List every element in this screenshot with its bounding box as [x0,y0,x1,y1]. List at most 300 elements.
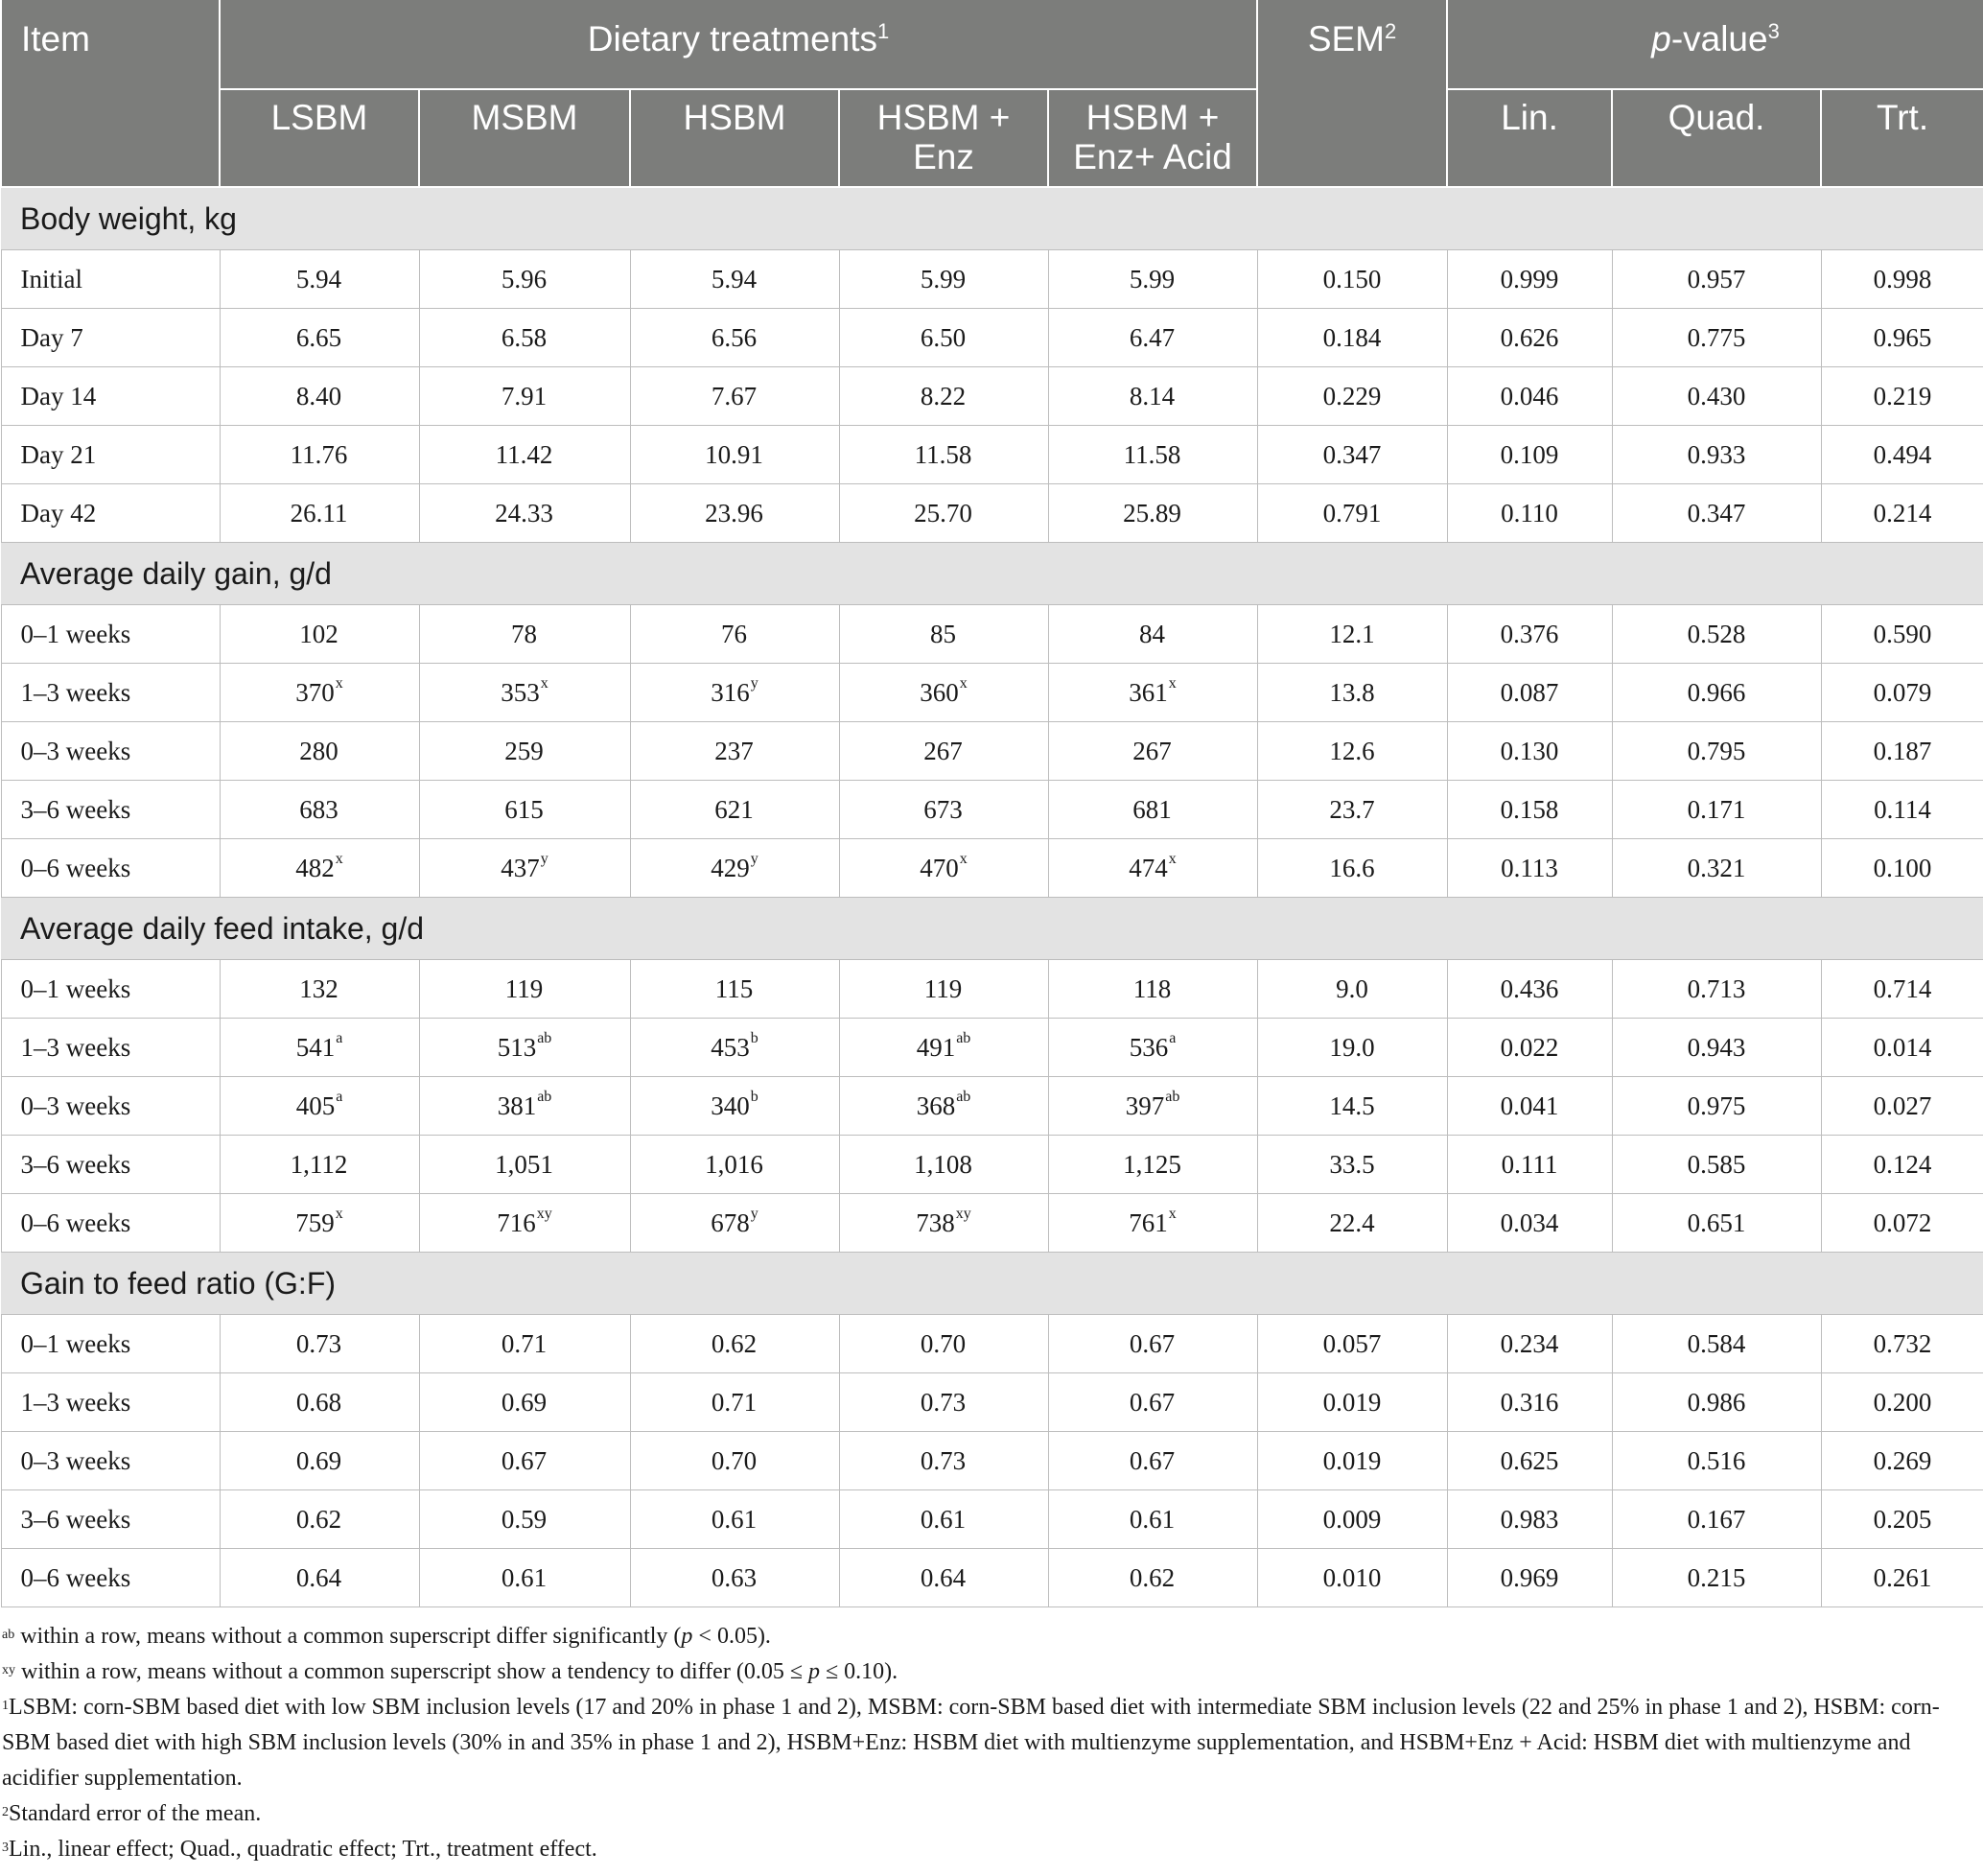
treatment-cell-value: 25.89 [1123,498,1181,528]
footnote-ab [2,1619,1966,1654]
row-label-value: 3–6 weeks [20,1149,131,1179]
trt-cell [1821,664,1983,722]
sem-cell [1257,1432,1447,1490]
treatment-cell [839,839,1048,898]
treatment-cell [1048,1549,1257,1607]
lin-cell-value: 0.034 [1500,1208,1559,1237]
quad-cell-value: 0.167 [1687,1504,1746,1534]
trt-cell [1821,1432,1983,1490]
table-row [1,1432,1983,1490]
sem-cell [1257,484,1447,543]
treatment-cell [419,309,630,367]
treatment-cell-value: 513 [497,1032,537,1062]
col-msbm: MSBM [419,89,630,187]
treatment-cell [1048,1373,1257,1432]
trt-cell [1821,1194,1983,1253]
lin-cell-value: 0.113 [1501,853,1558,882]
sem-cell [1257,960,1447,1019]
treatment-cell [220,1077,419,1136]
row-label [1,839,220,898]
footnote-2-text: Standard error of the mean. [9,1801,262,1826]
header-dietary-treatments [220,0,1257,89]
col-hsbm: HSBM [630,89,839,187]
treatment-cell-value: 11.58 [914,439,972,469]
quad-cell-value: 0.584 [1687,1328,1746,1358]
trt-cell-value: 0.100 [1873,853,1932,882]
trt-cell-value: 0.965 [1873,322,1932,352]
treatment-cell [839,1490,1048,1549]
lin-cell [1447,1019,1612,1077]
sem-cell-value: 19.0 [1329,1032,1375,1062]
table-row [1,605,1983,664]
treatment-cell [220,309,419,367]
quad-cell-value: 0.957 [1687,264,1746,293]
treatment-cell-value: 119 [504,973,544,1003]
col-lsbm: LSBM [220,89,419,187]
trt-cell [1821,250,1983,309]
trt-cell-value: 0.124 [1873,1149,1932,1179]
sem-cell-value: 22.4 [1329,1208,1375,1237]
treatment-cell-value: 0.70 [711,1445,758,1475]
table-row [1,484,1983,543]
footnotes [0,1619,1966,1867]
treatment-cell [630,1136,839,1194]
treatment-cell [419,484,630,543]
lin-cell-value: 0.436 [1500,973,1559,1003]
footnote-xy-sup: xy [2,1663,15,1677]
lin-cell-value: 0.969 [1500,1562,1559,1592]
lin-cell [1447,1549,1612,1607]
quad-cell-value: 0.713 [1687,973,1746,1003]
trt-cell-value: 0.494 [1873,439,1932,469]
footnote-2-sup: 2 [2,1805,9,1819]
treatment-cell [1048,1315,1257,1373]
treatment-cell-value: 0.61 [711,1504,758,1534]
row-label [1,309,220,367]
table-row [1,1549,1983,1607]
col-hsbm-enz-line2: Enz [913,137,974,176]
lin-cell-value: 0.111 [1501,1149,1558,1179]
lin-cell [1447,1194,1612,1253]
trt-cell-value: 0.187 [1873,736,1932,765]
treatment-cell-superscript: xy [536,1205,552,1222]
table-row [1,1077,1983,1136]
treatment-cell-value: 361 [1129,677,1168,707]
quad-cell [1612,1432,1821,1490]
treatment-cell-superscript: y [750,1205,758,1222]
row-label-value: 0–3 weeks [20,1445,131,1475]
treatment-cell-value: 0.73 [295,1328,342,1358]
treatment-cell-value: 761 [1129,1208,1168,1237]
sem-cell-value: 33.5 [1329,1149,1375,1179]
lin-cell [1447,1432,1612,1490]
sem-cell [1257,1373,1447,1432]
quad-cell-value: 0.986 [1687,1387,1746,1417]
treatment-cell-value: 11.76 [290,439,348,469]
trt-cell-value: 0.269 [1873,1445,1932,1475]
treatment-cell-value: 0.67 [1129,1387,1176,1417]
quad-cell [1612,960,1821,1019]
sem-cell-value: 13.8 [1329,677,1375,707]
treatment-cell [839,426,1048,484]
footnote-2 [2,1796,1966,1832]
row-label [1,664,220,722]
table-row [1,1315,1983,1373]
treatment-cell-value: 115 [714,973,754,1003]
trt-cell [1821,722,1983,781]
quad-cell [1612,1490,1821,1549]
trt-cell-value: 0.205 [1873,1504,1932,1534]
quad-cell [1612,1019,1821,1077]
treatment-cell-superscript: y [540,850,548,867]
treatment-cell-value: 85 [930,619,956,648]
header-p-italic: p [1651,19,1671,59]
treatment-cell-superscript: x [335,1205,343,1222]
treatment-cell-value: 0.61 [920,1504,967,1534]
treatment-cell [1048,1490,1257,1549]
footnote-3 [2,1832,1966,1867]
sem-cell-value: 0.010 [1322,1562,1382,1592]
lin-cell [1447,1315,1612,1373]
sem-cell-value: 12.1 [1329,619,1375,648]
treatment-cell-value: 237 [714,736,754,765]
treatment-cell-value: 1,125 [1123,1149,1181,1179]
treatment-cell-value: 24.33 [495,498,553,528]
treatment-cell-value: 0.67 [1129,1445,1176,1475]
row-label [1,722,220,781]
treatment-cell-value: 8.22 [920,381,967,410]
footnote-ab-sup: ab [2,1628,15,1642]
treatment-cell-value: 482 [295,853,335,882]
quad-cell [1612,1549,1821,1607]
sem-cell-value: 16.6 [1329,853,1375,882]
treatment-cell-value: 7.91 [501,381,548,410]
treatment-cell [839,664,1048,722]
sem-cell [1257,839,1447,898]
treatment-cell-value: 25.70 [914,498,972,528]
footnote-xy-text-after: ≤ 0.10). [820,1659,898,1684]
trt-cell-value: 0.027 [1873,1090,1932,1120]
treatment-cell [1048,1019,1257,1077]
treatment-cell [220,605,419,664]
sem-cell-value: 0.057 [1322,1328,1382,1358]
treatment-cell [220,960,419,1019]
treatment-cell-value: 0.67 [501,1445,548,1475]
treatment-cell [630,839,839,898]
lin-cell [1447,839,1612,898]
sem-cell [1257,722,1447,781]
trt-cell [1821,605,1983,664]
treatment-cell [630,1432,839,1490]
lin-cell [1447,250,1612,309]
treatment-cell [1048,839,1257,898]
lin-cell [1447,1077,1612,1136]
treatment-cell [630,426,839,484]
treatment-cell-superscript: b [750,1029,758,1046]
trt-cell [1821,839,1983,898]
section-title: Gain to feed ratio (G:F) [1,1253,1983,1315]
row-label [1,1490,220,1549]
treatment-cell [839,1019,1048,1077]
sem-cell-value: 12.6 [1329,736,1375,765]
treatment-cell [220,1490,419,1549]
quad-cell [1612,722,1821,781]
treatment-cell [630,309,839,367]
col-quad: Quad. [1612,89,1821,187]
lin-cell-value: 0.087 [1500,677,1559,707]
treatment-cell [630,781,839,839]
row-label-value: 1–3 weeks [20,1387,131,1417]
lin-cell-value: 0.316 [1500,1387,1559,1417]
section-header-row [1,187,1983,250]
lin-cell [1447,484,1612,543]
treatment-cell-value: 0.61 [501,1562,548,1592]
treatment-cell [419,1136,630,1194]
trt-cell [1821,426,1983,484]
treatment-cell [419,1549,630,1607]
row-label-value: Initial [20,264,82,293]
lin-cell [1447,426,1612,484]
treatment-cell-value: 678 [711,1208,750,1237]
treatment-cell [419,781,630,839]
treatment-cell-value: 0.67 [1129,1328,1176,1358]
row-label-value: 0–6 weeks [20,1562,131,1592]
section-title: Body weight, kg [1,187,1983,250]
treatment-cell [1048,960,1257,1019]
trt-cell [1821,1136,1983,1194]
treatment-cell-value: 0.61 [1129,1504,1176,1534]
lin-cell [1447,1136,1612,1194]
treatment-cell-value: 78 [511,619,537,648]
treatment-cell-superscript: x [1168,1205,1177,1222]
table-row [1,722,1983,781]
row-label [1,960,220,1019]
treatment-cell-value: 1,016 [705,1149,763,1179]
treatment-cell [839,1549,1048,1607]
sem-cell-value: 23.7 [1329,794,1375,824]
treatment-cell [1048,781,1257,839]
row-label [1,781,220,839]
row-label [1,1549,220,1607]
trt-cell [1821,781,1983,839]
table-row [1,664,1983,722]
treatment-cell [220,250,419,309]
treatment-cell [630,664,839,722]
trt-cell-value: 0.261 [1873,1562,1932,1592]
treatment-cell [419,1490,630,1549]
footnote-1 [2,1690,1966,1796]
col-hsbm-enz-line1: HSBM + [876,98,1011,137]
treatment-cell [220,1315,419,1373]
treatment-cell-value: 716 [497,1208,536,1237]
treatment-cell-superscript: x [335,674,343,692]
treatment-cell-superscript: b [750,1088,758,1105]
quad-cell [1612,484,1821,543]
treatment-cell [419,605,630,664]
treatment-cell-value: 23.96 [705,498,763,528]
treatment-cell-value: 353 [501,677,540,707]
trt-cell [1821,367,1983,426]
trt-cell-value: 0.072 [1873,1208,1932,1237]
treatment-cell-value: 0.62 [295,1504,342,1534]
header-sem [1257,0,1447,187]
treatment-cell [220,1373,419,1432]
treatment-cell [630,1077,839,1136]
quad-cell-value: 0.347 [1687,498,1746,528]
treatment-cell-value: 5.94 [295,264,342,293]
treatment-cell-value: 76 [721,619,747,648]
treatment-cell-superscript: x [1168,674,1177,692]
footnote-ab-p: p [681,1624,693,1649]
quad-cell [1612,839,1821,898]
treatment-cell [1048,484,1257,543]
row-label-value: 0–3 weeks [20,736,131,765]
trt-cell-value: 0.114 [1874,794,1931,824]
footnote-xy-p: p [808,1659,820,1684]
quad-cell-value: 0.651 [1687,1208,1746,1237]
lin-cell [1447,722,1612,781]
row-label [1,1373,220,1432]
trt-cell-value: 0.214 [1873,498,1932,528]
treatment-cell [630,1315,839,1373]
treatment-cell [839,722,1048,781]
treatment-cell-value: 381 [497,1090,537,1120]
header-dietary-sup: 1 [877,19,890,43]
footnote-3-text: Lin., linear effect; Quad., quadratic effect; Trt., treatment effect. [9,1837,597,1862]
row-label-value: 0–1 weeks [20,973,131,1003]
treatment-cell [1048,664,1257,722]
quad-cell [1612,426,1821,484]
quad-cell-value: 0.933 [1687,439,1746,469]
trt-cell-value: 0.998 [1873,264,1932,293]
treatment-cell-value: 0.64 [920,1562,967,1592]
trt-cell-value: 0.200 [1873,1387,1932,1417]
treatment-cell [419,1432,630,1490]
treatment-cell-value: 84 [1139,619,1166,648]
quad-cell-value: 0.975 [1687,1090,1746,1120]
lin-cell [1447,367,1612,426]
treatment-cell-value: 474 [1129,853,1168,882]
treatment-cell-value: 1,112 [290,1149,348,1179]
trt-cell-value: 0.079 [1873,677,1932,707]
treatment-cell-value: 541 [295,1032,336,1062]
col-hsbm-enz-acid-line2: Enz+ Acid [1073,137,1232,176]
treatment-cell-value: 0.64 [295,1562,342,1592]
treatment-cell-value: 8.40 [295,381,342,410]
col-hsbm-enz-acid-line1: HSBM + [1085,98,1220,137]
treatment-cell-value: 118 [1132,973,1172,1003]
treatment-cell [630,367,839,426]
treatment-cell-value: 0.59 [501,1504,548,1534]
lin-cell [1447,781,1612,839]
quad-cell-value: 0.528 [1687,619,1746,648]
treatment-cell [220,722,419,781]
footnote-1-text: LSBM: corn-SBM based diet with low SBM inclusion levels (17 and 20% in phase 1 and 2), MSBM: corn-SBM based diet with intermediate SBM inclusion levels (22 and 25% in phase 1 and 2), HSBM: corn-SBM based diet with high SBM inclusion levels (30% in and 35% in phase 1 and 2), HSBM+Enz: HSBM diet with multienzyme supplementation, and HSBM+Enz + Acid: HSBM diet with multienzyme and acidifier supplementation. [2,1695,1940,1791]
col-hsbm-enz [839,89,1048,187]
section-header-row [1,543,1983,605]
treatment-cell [1048,1136,1257,1194]
table-row [1,1490,1983,1549]
trt-cell-value: 0.219 [1873,381,1932,410]
quad-cell [1612,309,1821,367]
treatment-cell-value: 370 [295,677,335,707]
treatment-cell-value: 0.70 [920,1328,967,1358]
treatment-cell-superscript: x [335,850,343,867]
lin-cell [1447,309,1612,367]
table-row [1,1136,1983,1194]
quad-cell-value: 0.775 [1687,322,1746,352]
treatment-cell-value: 6.58 [501,322,548,352]
treatment-cell [839,1373,1048,1432]
sem-cell [1257,1490,1447,1549]
quad-cell [1612,367,1821,426]
treatment-cell-value: 738 [916,1208,955,1237]
treatment-cell [419,1019,630,1077]
row-label-value: Day 7 [20,322,83,352]
treatment-cell [1048,309,1257,367]
treatment-cell [220,1432,419,1490]
treatment-cell-value: 267 [923,736,963,765]
treatment-cell [419,664,630,722]
treatment-cell [220,781,419,839]
treatment-cell [630,484,839,543]
treatment-cell [839,1194,1048,1253]
treatment-cell [419,1373,630,1432]
lin-cell-value: 0.234 [1500,1328,1559,1358]
table-header [1,0,1983,187]
treatment-cell-value: 8.14 [1129,381,1176,410]
treatment-cell-value: 1,051 [495,1149,553,1179]
treatment-cell-value: 119 [923,973,963,1003]
table-row [1,309,1983,367]
treatment-cell-superscript: x [959,674,968,692]
treatment-cell [839,781,1048,839]
lin-cell-value: 0.110 [1501,498,1558,528]
trt-cell [1821,960,1983,1019]
footnote-xy-text-before: within a row, means without a common superscript show a tendency to differ (0.05 ≤ [15,1659,808,1684]
table-row [1,426,1983,484]
col-lin: Lin. [1447,89,1612,187]
treatment-cell-value: 0.69 [295,1445,342,1475]
quad-cell-value: 0.966 [1687,677,1746,707]
treatment-cell-superscript: ab [537,1088,552,1105]
treatment-cell-superscript: ab [1165,1088,1180,1105]
row-label [1,1194,220,1253]
quad-cell [1612,1136,1821,1194]
lin-cell-value: 0.046 [1500,381,1559,410]
sem-cell-value: 0.019 [1322,1387,1382,1417]
treatment-cell [839,1077,1048,1136]
lin-cell-value: 0.022 [1500,1032,1559,1062]
treatment-cell-superscript: a [336,1029,343,1046]
treatment-cell [1048,1194,1257,1253]
treatment-cell [1048,250,1257,309]
sem-cell [1257,250,1447,309]
sem-cell-value: 0.347 [1322,439,1382,469]
row-label-value: 0–3 weeks [20,1090,131,1120]
sem-cell-value: 0.791 [1322,498,1382,528]
treatment-cell-value: 340 [711,1090,750,1120]
treatment-cell [1048,426,1257,484]
treatment-cell-superscript: x [959,850,968,867]
trt-cell [1821,484,1983,543]
lin-cell-value: 0.376 [1500,619,1559,648]
footnote-1-sup: 1 [2,1699,9,1713]
treatment-cell [839,1136,1048,1194]
treatment-cell-value: 368 [916,1090,956,1120]
quad-cell-value: 0.321 [1687,853,1746,882]
table-row [1,781,1983,839]
